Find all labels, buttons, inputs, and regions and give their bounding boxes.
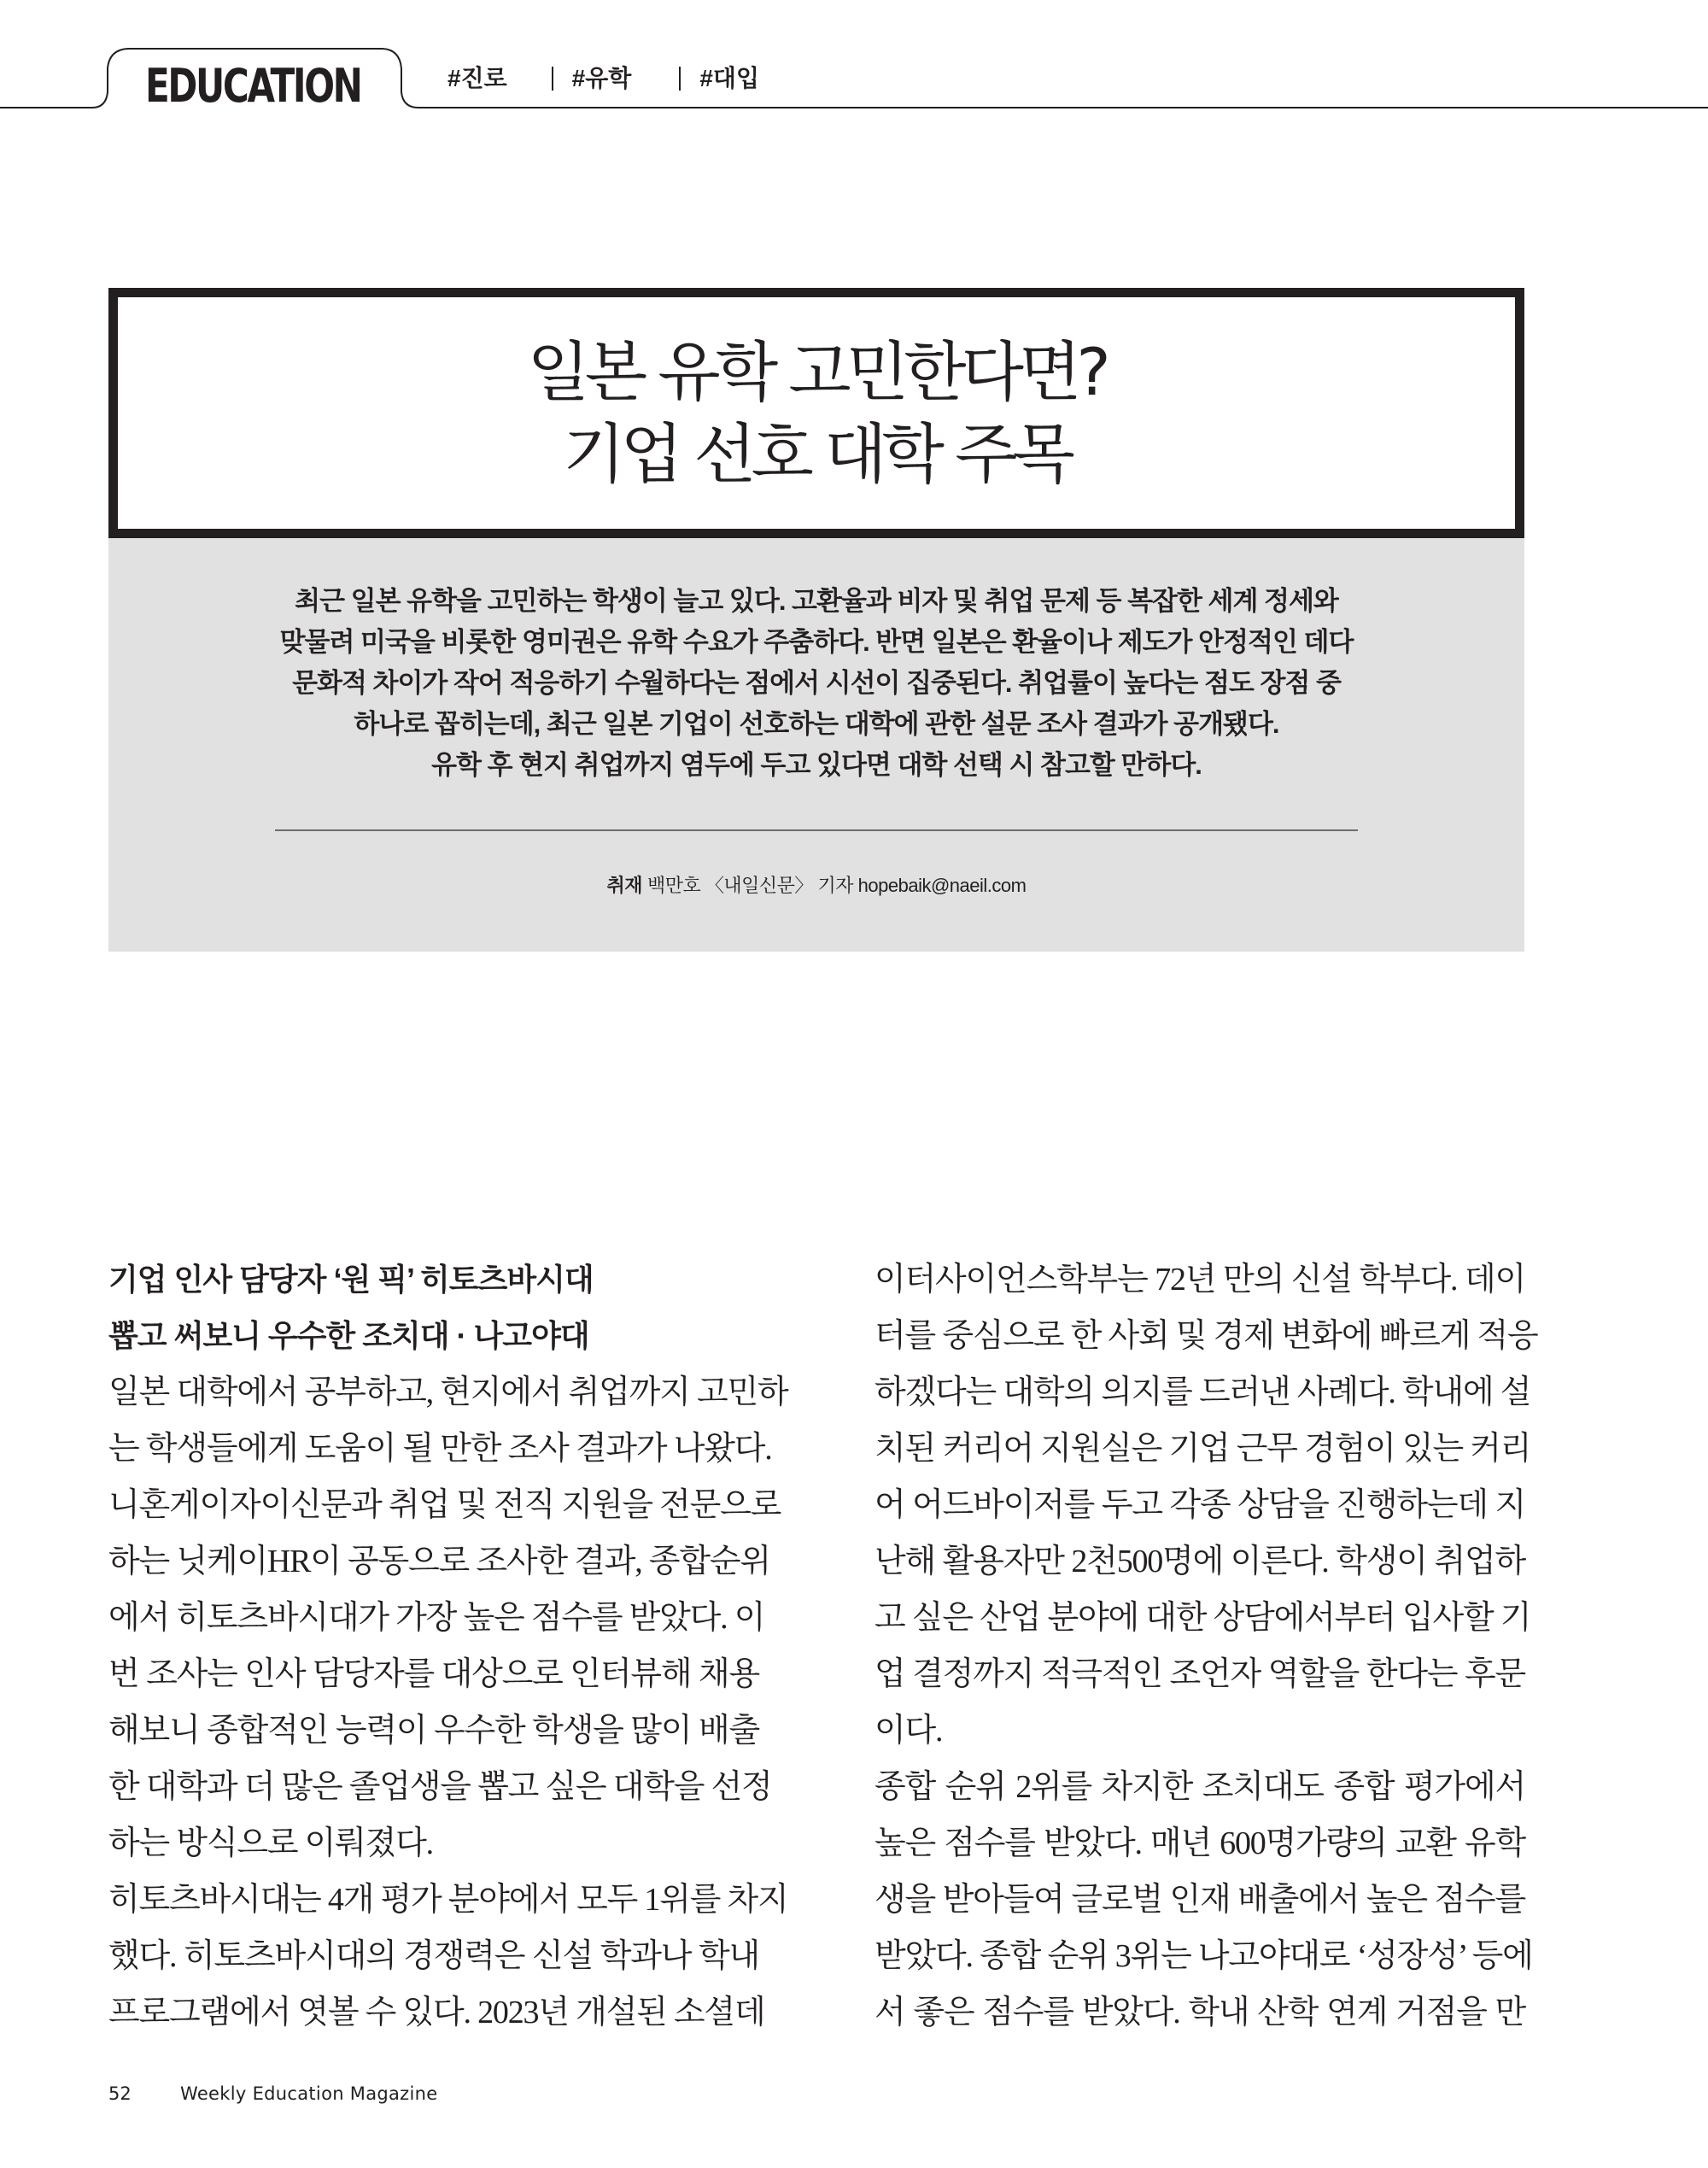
subhead-line-2: 뽑고 써보니 우수한 조치대 · 나고야대: [108, 1318, 589, 1353]
headline-line-1: 일본 유학 고민한다면?: [527, 333, 1106, 410]
tag-divider: [552, 67, 553, 91]
body-line: 에서 히토츠바시대가 가장 높은 점수를 받았다. 이: [108, 1600, 765, 1636]
tag-career[interactable]: #진로: [447, 65, 507, 91]
body-line: 종합 순위 2위를 차지한 조치대도 종합 평가에서: [874, 1769, 1525, 1805]
body-line: 난해 활용자만 2천500명에 이른다. 학생이 취업하: [874, 1544, 1525, 1579]
lead-paragraph: [108, 581, 1524, 786]
body-line: 일본 대학에서 공부하고, 현지에서 취업까지 고민하: [108, 1374, 788, 1410]
body-line: 받았다. 종합 순위 3위는 나고야대로 ‘성장성’ 등에: [874, 1938, 1533, 1974]
headline-box: [108, 288, 1524, 538]
body-line: 서 좋은 점수를 받았다. 학내 산학 연계 거점을 만: [874, 1995, 1525, 2030]
lead-panel: [108, 538, 1524, 952]
tag-list: [447, 60, 759, 97]
page-footer: [108, 2081, 437, 2106]
body-line: 해보니 종합적인 능력이 우수한 학생을 많이 배출: [108, 1713, 759, 1749]
page-number: 52: [108, 2083, 132, 2104]
lead-divider: [275, 829, 1358, 831]
byline-label: 취재: [606, 875, 643, 896]
tag-study-abroad[interactable]: #유학: [571, 65, 632, 91]
body-line: 하는 닛케이HR이 공동으로 조사한 결과, 종합순위: [108, 1544, 770, 1579]
body-line: 높은 점수를 받았다. 매년 600명가량의 교환 유학: [874, 1825, 1525, 1861]
body-line: 히토츠바시대는 4개 평가 분야에서 모두 1위를 차지: [108, 1882, 788, 1918]
body-line: 어 어드바이저를 두고 각종 상담을 진행하는데 지: [874, 1487, 1525, 1523]
section-header: [0, 0, 1708, 120]
body-text-left: [108, 1364, 788, 2041]
lead-line: 최근 일본 유학을 고민하는 학생이 늘고 있다. 고환율과 비자 및 취업 문제 등 복잡한 세계 정세와: [295, 586, 1338, 616]
body-line: 업 결정까지 적극적인 조언자 역할을 한다는 후문: [874, 1656, 1525, 1692]
body-column-right: [874, 1251, 1538, 2041]
body-line: 프로그램에서 엿볼 수 있다. 2023년 개설된 소셜데: [108, 1995, 765, 2030]
subhead-line-1: 기업 인사 담당자 ‘원 픽’ 히토츠바시대: [108, 1262, 594, 1297]
body-line: 하는 방식으로 이뤄졌다.: [108, 1825, 433, 1861]
body-line: 한 대학과 더 많은 졸업생을 뽑고 싶은 대학을 선정: [108, 1769, 772, 1805]
body-line: 고 싶은 산업 분야에 대한 상담에서부터 입사할 기: [874, 1600, 1531, 1636]
headline-line-2: 기업 선호 대학 주목: [563, 415, 1070, 492]
byline: [108, 871, 1524, 898]
body-line: 이다.: [874, 1713, 943, 1749]
tag-admission[interactable]: #대입: [699, 65, 760, 91]
magazine-name: Weekly Education Magazine: [180, 2083, 438, 2104]
lead-line: 맞물려 미국을 비롯한 영미권은 유학 수요가 주춤하다. 반면 일본은 환율이나 제도가 안정적인 데다: [279, 627, 1354, 657]
body-line: 번 조사는 인사 담당자를 대상으로 인터뷰해 채용: [108, 1656, 759, 1692]
tag-divider: [679, 67, 681, 91]
body-line: 이터사이언스학부는 72년 만의 신설 학부다. 데이: [874, 1262, 1525, 1298]
body-line: 는 학생들에게 도움이 될 만한 조사 결과가 나왔다.: [108, 1431, 772, 1467]
section-title: EDUCATION: [145, 59, 361, 113]
body-column-left: [108, 1251, 788, 2041]
lead-line: 문화적 차이가 작어 적응하기 수월하다는 점에서 시선이 집중된다. 취업률이 높다는 점도 장점 중: [292, 668, 1341, 698]
body-text-right: [874, 1251, 1538, 2041]
body-line: 하겠다는 대학의 의지를 드러낸 사례다. 학내에 설: [874, 1374, 1531, 1410]
body-line: 치된 커리어 지원실은 기업 근무 경험이 있는 커리: [874, 1431, 1531, 1467]
body-line: 생을 받아들여 글로벌 인재 배출에서 높은 점수를: [874, 1882, 1525, 1918]
lead-line: 하나로 꼽히는데, 최근 일본 기업이 선호하는 대학에 관한 설문 조사 결과가 공개됐다.: [354, 709, 1279, 739]
body-line: 터를 중심으로 한 사회 및 경제 변화에 빠르게 적응: [874, 1318, 1538, 1354]
body-line: 했다. 히토츠바시대의 경쟁력은 신설 학과나 학내: [108, 1938, 759, 1974]
byline-text: 백만호 〈내일신문〉 기자 hopebaik@naeil.com: [647, 875, 1027, 896]
body-line: 니혼게이자이신문과 취업 및 전직 지원을 전문으로: [108, 1487, 781, 1523]
lead-line: 유학 후 현지 취업까지 염두에 두고 있다면 대학 선택 시 참고할 만하다.: [431, 750, 1202, 780]
